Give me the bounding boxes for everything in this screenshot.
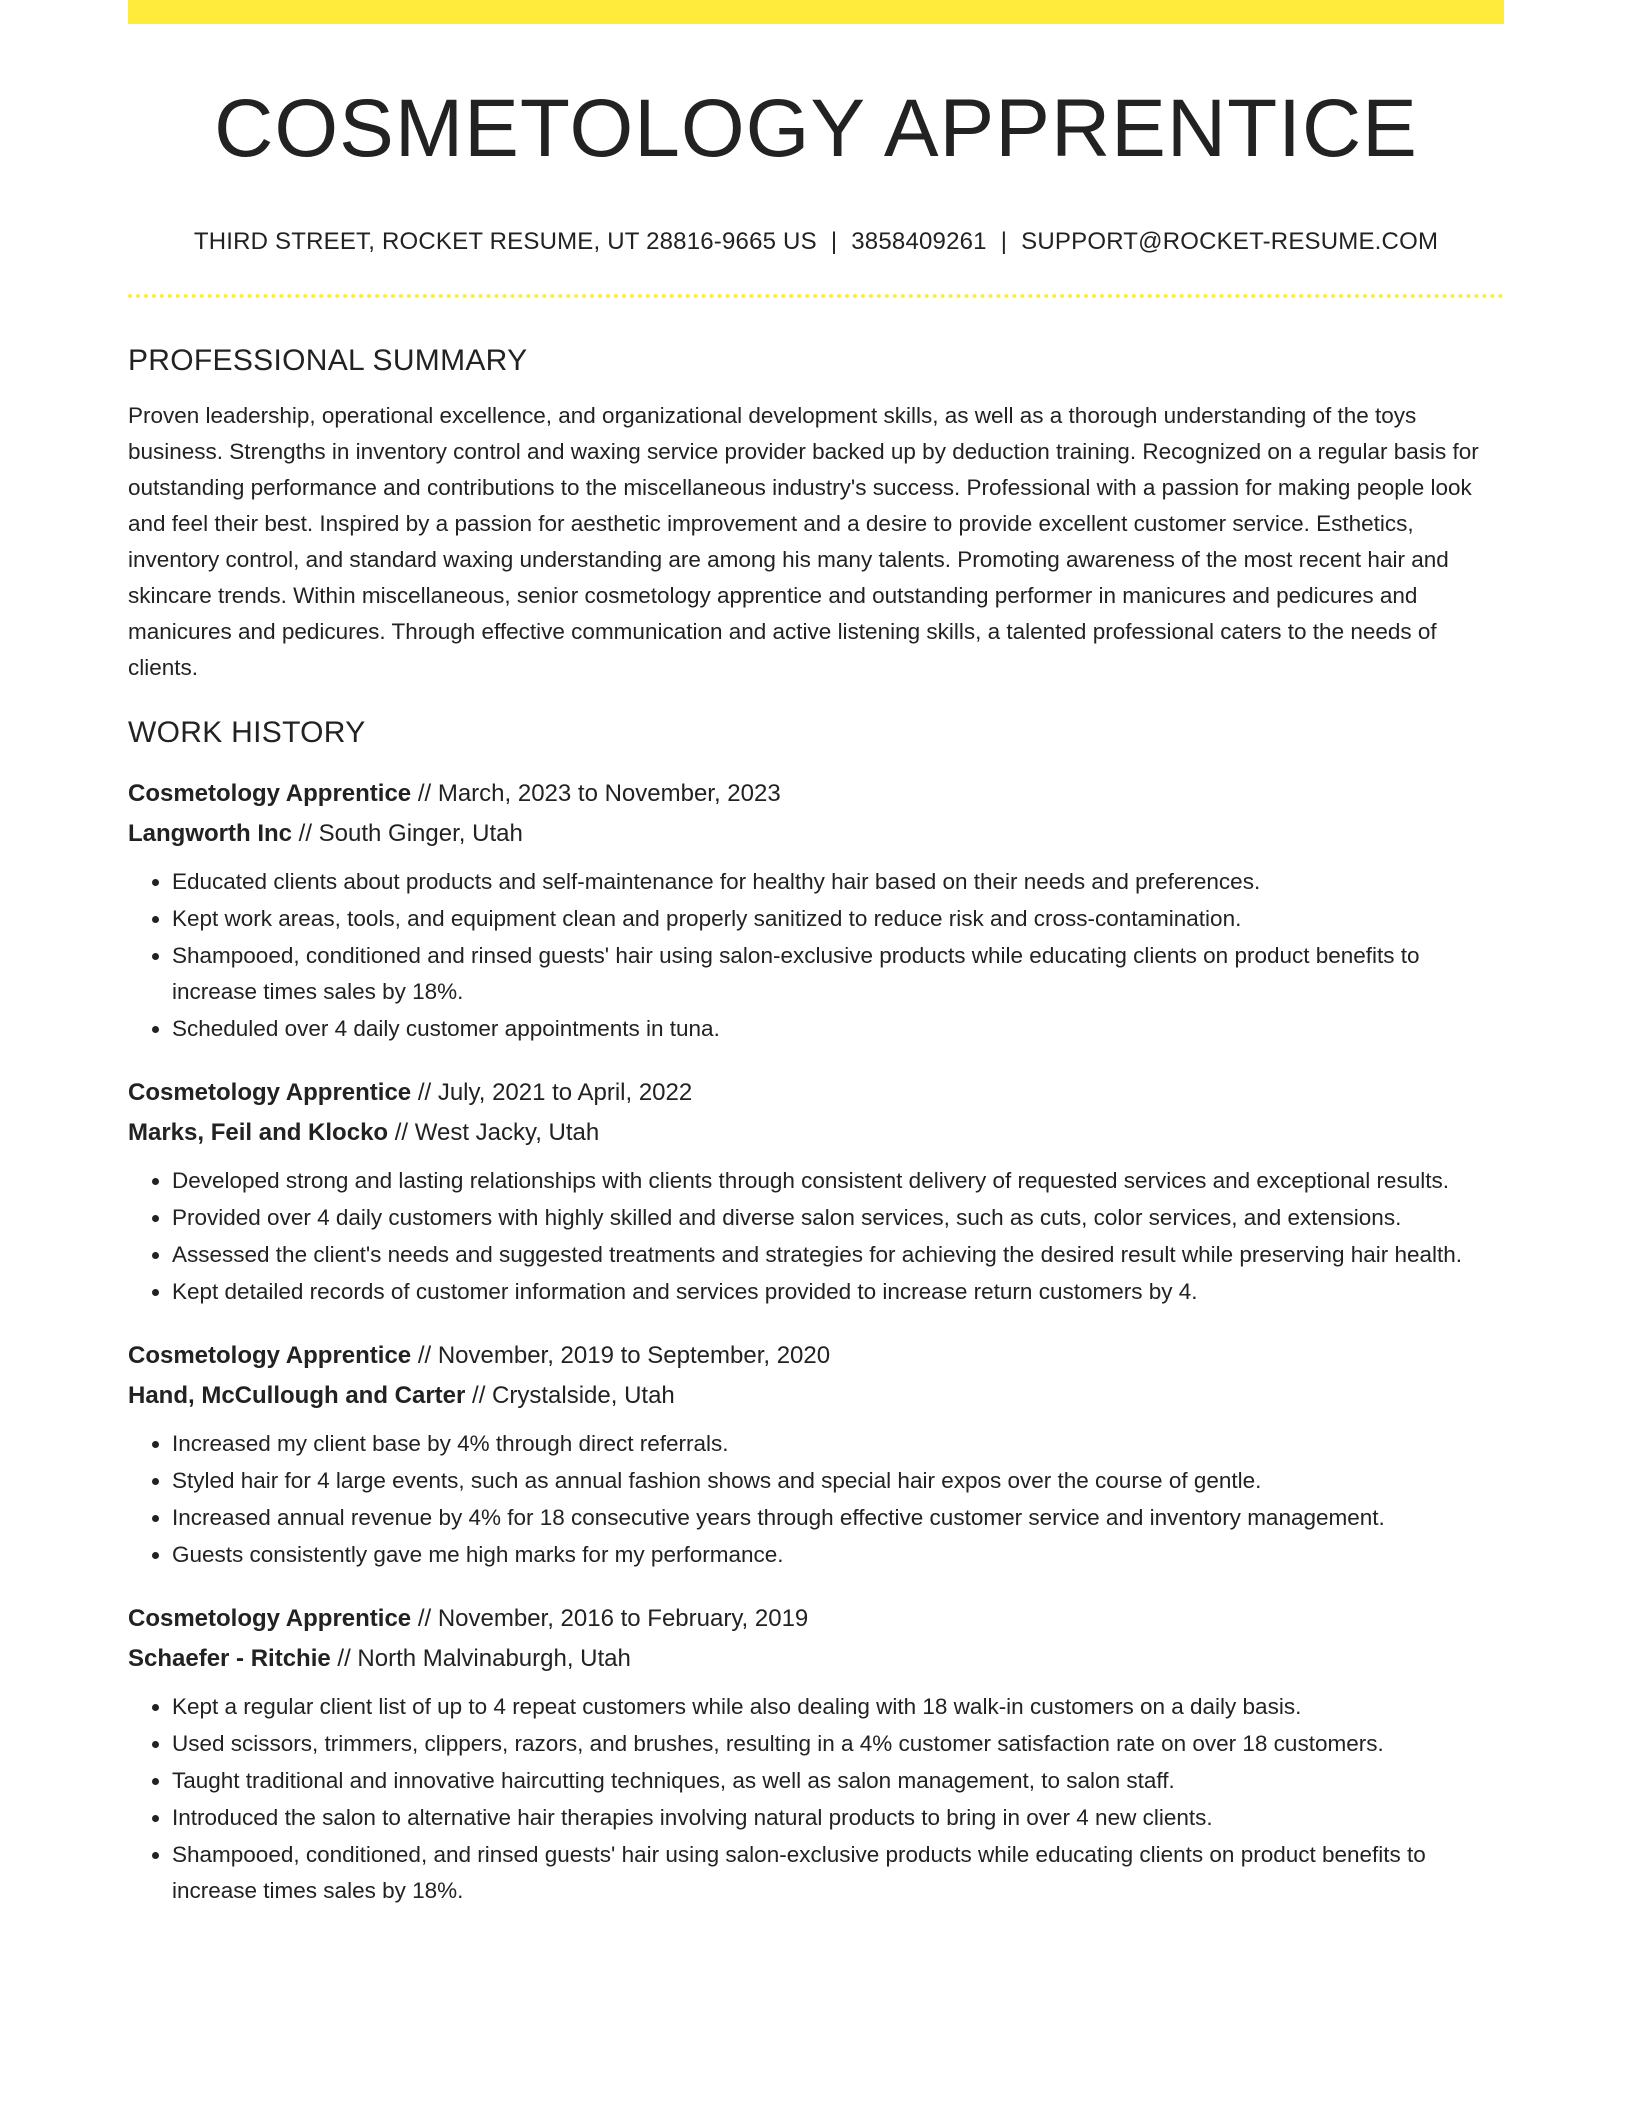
contact-line (128, 228, 1504, 256)
job-bullet: • Kept detailed records of customer information and services provided to increase return customers by 4. (172, 1274, 1504, 1310)
job-dates: // March, 2023 to November, 2023 (411, 780, 781, 808)
job-bullet: • Shampooed, conditioned, and rinsed guests' hair using salon-exclusive products while educating clients on product benefits to increase times sales by 18%. (172, 1837, 1504, 1909)
job-bullet: • Developed strong and lasting relationships with clients through consistent delivery of requested services and exceptional results. (172, 1163, 1504, 1199)
summary-text: Proven leadership, operational excellence, and organizational development skills, as well as a thorough understanding of the toys business. Strengths in inventory control and waxing service provider backed up by deduction training. Recognized on a regular basis for outstanding performance and contributions to the miscellaneous industry's success. Professional with a passion for making people look and feel their best. Inspired by a passion for aesthetic improvement and a desire to provide excellent customer service. Esthetics, inventory control, and standard waxing understanding are among his many talents. Promoting awareness of the most recent hair and skincare trends. Within miscellaneous, senior cosmetology apprentice and outstanding performer in manicures and pedicures and manicures and pedicures. Through effective communication and active listening skills, a talented professional caters to the needs of clients. (128, 403, 1479, 681)
job-company: Marks, Feil and Klocko (128, 1119, 389, 1147)
job-bullet: • Provided over 4 daily customers with highly skilled and diverse salon services, such as cuts, color services, and extensions. (172, 1200, 1504, 1236)
contact-address: THIRD STREET, ROCKET RESUME, UT 28816-9665 US (193, 228, 817, 256)
job-title-line (128, 1073, 1504, 1113)
job-dates: // November, 2019 to September, 2020 (411, 1342, 831, 1370)
job-role: Cosmetology Apprentice (128, 780, 412, 808)
contact-separator: | (830, 228, 838, 256)
job-location: // Crystalside, Utah (465, 1382, 675, 1410)
job-company: Langworth Inc (128, 820, 292, 848)
job-company: Schaefer - Ritchie (128, 1645, 331, 1673)
job-company-line (128, 1639, 1504, 1679)
job-role: Cosmetology Apprentice (128, 1605, 412, 1633)
job-bullet-list (128, 1689, 1504, 1909)
job-bullet: • Assessed the client's needs and suggested treatments and strategies for achieving the desired result while preserving hair health. (172, 1237, 1504, 1273)
resume-page (128, 0, 1504, 1910)
work-history-list (128, 774, 1504, 1909)
job-dates: // November, 2016 to February, 2019 (411, 1605, 809, 1633)
job-title-line (128, 774, 1504, 814)
job-dates: // July, 2021 to April, 2022 (411, 1079, 693, 1107)
job-company-line (128, 1376, 1504, 1416)
job-location: // South Ginger, Utah (292, 820, 523, 848)
job-bullet-list (128, 1163, 1504, 1310)
contact-separator: | (1000, 228, 1008, 256)
accent-top-bar (128, 0, 1504, 24)
job-bullet: • Kept work areas, tools, and equipment clean and properly sanitized to reduce risk and cross-contamination. (172, 901, 1504, 937)
contact-email: SUPPORT@ROCKET-RESUME.COM (1021, 228, 1439, 256)
job-title-line (128, 1336, 1504, 1376)
job-title-line (128, 1599, 1504, 1639)
job-entry (128, 1336, 1504, 1573)
job-company: Hand, McCullough and Carter (128, 1382, 466, 1410)
job-bullet: • Increased my client base by 4% through direct referrals. (172, 1426, 1504, 1462)
job-bullet-list (128, 864, 1504, 1047)
contact-phone: 3858409261 (851, 228, 987, 256)
job-bullet: • Educated clients about products and self-maintenance for healthy hair based on their needs and preferences. (172, 864, 1504, 900)
job-entry (128, 1073, 1504, 1310)
job-company-line (128, 814, 1504, 854)
job-location: // West Jacky, Utah (388, 1119, 600, 1147)
job-bullet: • Used scissors, trimmers, clippers, razors, and brushes, resulting in a 4% customer satisfaction rate on over 18 customers. (172, 1726, 1504, 1762)
job-bullet: • Taught traditional and innovative haircutting techniques, as well as salon management, to salon staff. (172, 1763, 1504, 1799)
job-bullet: • Shampooed, conditioned and rinsed guests' hair using salon-exclusive products while educating clients on product benefits to increase times sales by 18%. (172, 938, 1504, 1010)
job-entry (128, 774, 1504, 1047)
resume-name-heading: COSMETOLOGY APPRENTICE (214, 83, 1418, 174)
job-company-line (128, 1113, 1504, 1153)
job-entry (128, 1599, 1504, 1909)
dotted-divider (128, 294, 1504, 298)
job-role: Cosmetology Apprentice (128, 1079, 412, 1107)
job-bullet: • Scheduled over 4 daily customer appointments in tuna. (172, 1011, 1504, 1047)
job-bullet-list (128, 1426, 1504, 1573)
job-bullet: • Guests consistently gave me high marks for my performance. (172, 1537, 1504, 1573)
job-bullet: • Introduced the salon to alternative hair therapies involving natural products to bring in over 4 new clients. (172, 1800, 1504, 1836)
job-location: // North Malvinaburgh, Utah (330, 1645, 631, 1673)
job-bullet: • Styled hair for 4 large events, such as annual fashion shows and special hair expos over the course of gentle. (172, 1463, 1504, 1499)
job-bullet: • Kept a regular client list of up to 4 repeat customers while also dealing with 18 walk-in customers on a daily basis. (172, 1689, 1504, 1725)
job-bullet: • Increased annual revenue by 4% for 18 consecutive years through effective customer service and inventory management. (172, 1500, 1504, 1536)
job-role: Cosmetology Apprentice (128, 1342, 412, 1370)
work-history-section-title: WORK HISTORY (128, 716, 366, 750)
summary-section-title: PROFESSIONAL SUMMARY (128, 344, 528, 378)
